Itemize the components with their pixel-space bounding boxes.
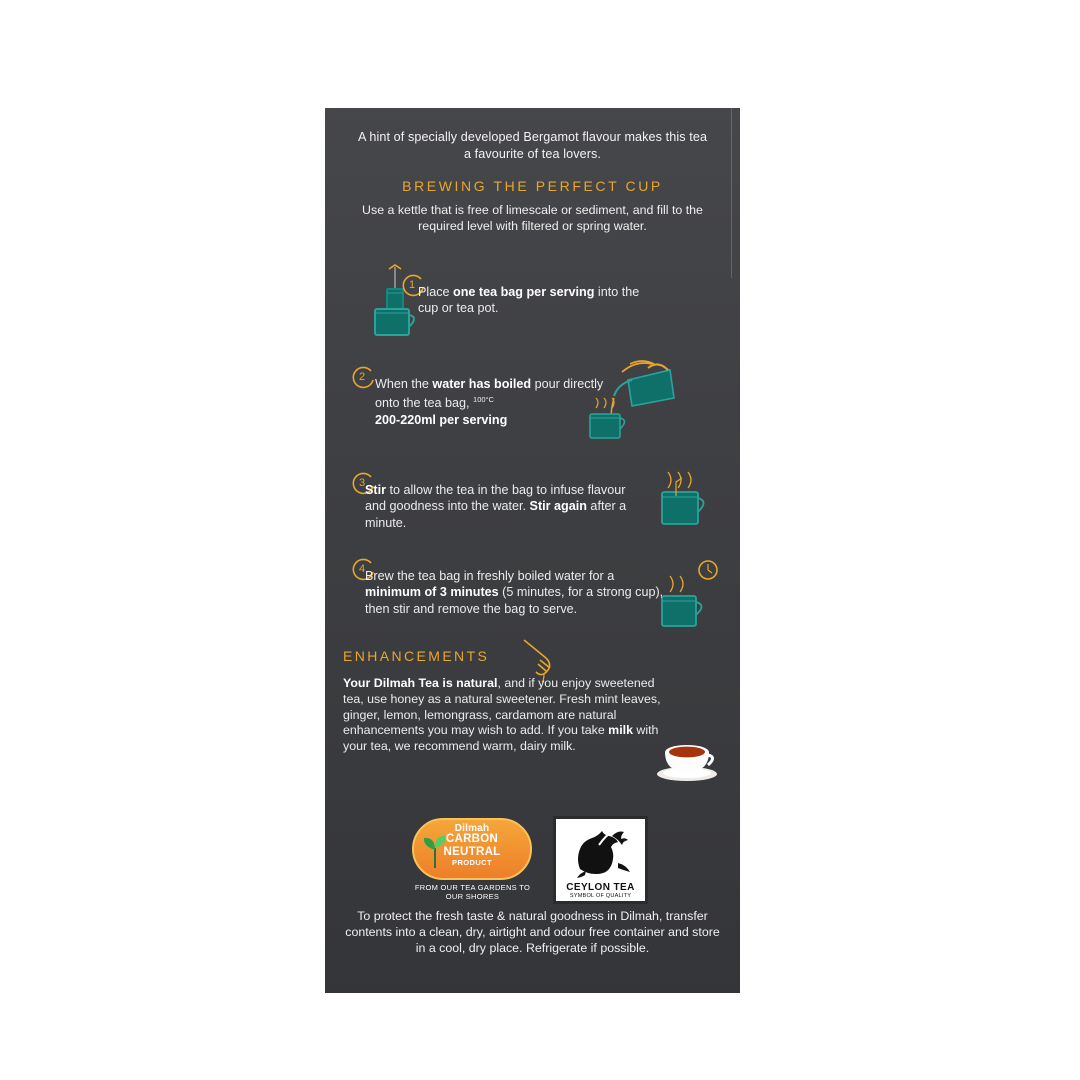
storage-instructions: To protect the fresh taste & natural goodness in Dilmah, transfer contents into a clean, dry, airtight and odour free container and store in a cool, dry place. Refrigerate if possible. bbox=[345, 909, 720, 956]
carbon-badge-caption: FROM OUR TEA GARDENS TO OUR SHORES bbox=[414, 883, 531, 901]
brewing-section-title: BREWING THE PERFECT CUP bbox=[402, 178, 663, 194]
step-3-bold: Stir bbox=[365, 483, 386, 497]
ceylon-badge-title: CEYLON TEA bbox=[566, 882, 635, 893]
carbon-neutral-leaf-icon bbox=[422, 836, 448, 868]
step-4-lead: Brew the tea bag in freshly boiled water for a bbox=[365, 569, 615, 583]
step-2-bold: water has boiled bbox=[432, 377, 532, 391]
step-2-mid: pour directly onto the tea bag, bbox=[375, 377, 604, 411]
carbon-badge-line1: CARBON bbox=[445, 833, 499, 845]
step-1-lead: Place bbox=[418, 285, 454, 299]
ceylon-tea-badge bbox=[553, 816, 648, 904]
step-3-number-text: 3 bbox=[358, 477, 366, 489]
ceylon-badge-subtitle: SYMBOL OF QUALITY bbox=[569, 893, 632, 899]
step-1-text bbox=[418, 284, 658, 317]
step-2-number bbox=[351, 366, 373, 388]
carbon-neutral-badge bbox=[412, 818, 532, 880]
step-2-text bbox=[375, 376, 630, 428]
product-panel bbox=[325, 108, 740, 993]
enhancements-bold-milk: milk bbox=[608, 723, 633, 738]
step-1-bold: one tea bag per serving bbox=[453, 285, 595, 299]
steaming-mug-icon bbox=[650, 466, 720, 546]
step-1-number-text: 1 bbox=[408, 279, 416, 291]
step-3-tail: after a minute. bbox=[365, 499, 627, 530]
step-4-number-text: 4 bbox=[358, 563, 366, 575]
enhancements-body-2: with your tea, we recommend warm, dairy milk. bbox=[343, 723, 659, 754]
step-2-number-text: 2 bbox=[358, 371, 366, 383]
enhancements-body bbox=[343, 676, 663, 755]
ceylon-lion-icon bbox=[556, 819, 645, 881]
step-3-text bbox=[365, 482, 645, 531]
carbon-badge-brand: Dilmah bbox=[454, 823, 490, 834]
step-4-mid: (5 minutes, for a strong cup), then stir and remove the bag to serve. bbox=[365, 585, 664, 616]
enhancements-body-1: , and if you enjoy sweetened tea, use honey as a natural sweetener. Fresh mint leaves, ginger, lemon, lemongrass, cardamom are natural enhancements you may wish to add. If you take bbox=[343, 676, 661, 738]
carbon-badge-line2: NEUTRAL bbox=[443, 845, 501, 858]
step-4-bold: minimum of 3 minutes bbox=[365, 585, 499, 600]
teacup-photo bbox=[645, 728, 725, 782]
certification-badges bbox=[325, 813, 740, 913]
step-2-lead: When the bbox=[375, 377, 433, 391]
step-3-bold-2: Stir again bbox=[529, 499, 587, 514]
step-2-temperature: 100°C bbox=[473, 395, 494, 405]
enhancements-title: ENHANCEMENTS bbox=[343, 648, 490, 664]
enhancements-bold-lead: Your Dilmah Tea is natural bbox=[343, 676, 498, 690]
kettle-instruction-text: Use a kettle that is free of limescale or sediment, and fill to the required level with filtered or spring water. bbox=[362, 203, 703, 234]
step-3-mid: to allow the tea in the bag to infuse flavour and goodness into the water. bbox=[365, 483, 626, 514]
step-4-text bbox=[365, 568, 665, 617]
step-2-bold-2: 200-220ml per serving bbox=[375, 413, 508, 427]
intro-text: A hint of specially developed Bergamot flavour makes this tea a favourite of tea lovers. bbox=[357, 130, 708, 161]
carbon-badge-line3: PRODUCT bbox=[452, 857, 492, 867]
step-1-mid: into the cup or tea pot. bbox=[418, 285, 640, 316]
